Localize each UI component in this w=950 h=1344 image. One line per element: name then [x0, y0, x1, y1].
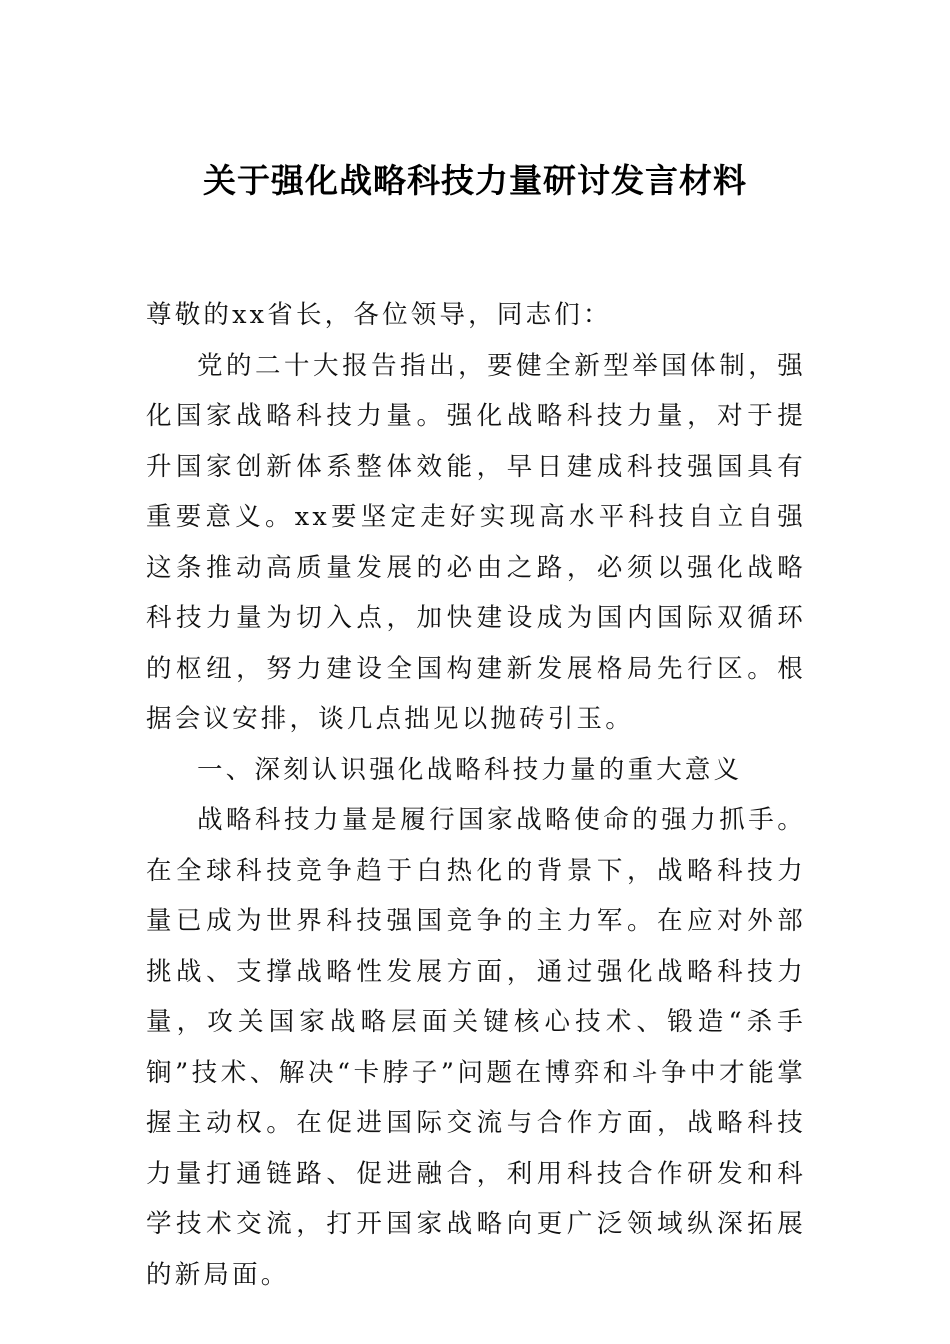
paragraph-intro: 党的二十大报告指出，要健全新型举国体制，强化国家战略科技力量。强化战略科技力量，对于提升国家创新体系整体效能，早日建成科技强国具有重要意义。xx要坚定走好实现高水平科技自立自强这条推动高质量发展的必由之路，必须以强化战略科技力量为切入点，加快建设成为国内国际双循环的枢纽，努力建设全国构建新发展格局先行区。根据会议安排，谈几点拙见以抛砖引玉。 [146, 350, 806, 734]
paragraph-significance: 战略科技力量是履行国家战略使命的强力抓手。在全球科技竞争趋于白热化的背景下，战略科技力量已成为世界科技强国竞争的主力军。在应对外部挑战、支撑战略性发展方面，通过强化战略科技力量，攻关国家战略层面关键核心技术、锻造“杀手锏”技术、解决“卡脖子”问题在博弈和斗争中才能掌握主动权。在促进国际交流与合作方面，战略科技力量打通链路、促进融合，利用科技合作研发和科学技术交流，打开国家战略向更广泛领域纵深拓展的新局面。 [146, 805, 806, 1290]
document-body [146, 290, 806, 1300]
section-heading-1: 一、深刻认识强化战略科技力量的重大意义 [197, 754, 743, 785]
salutation: 尊敬的xx省长，各位领导，同志们： [146, 300, 612, 330]
document-title: 关于强化战略科技力量研讨发言材料 [203, 161, 747, 200]
